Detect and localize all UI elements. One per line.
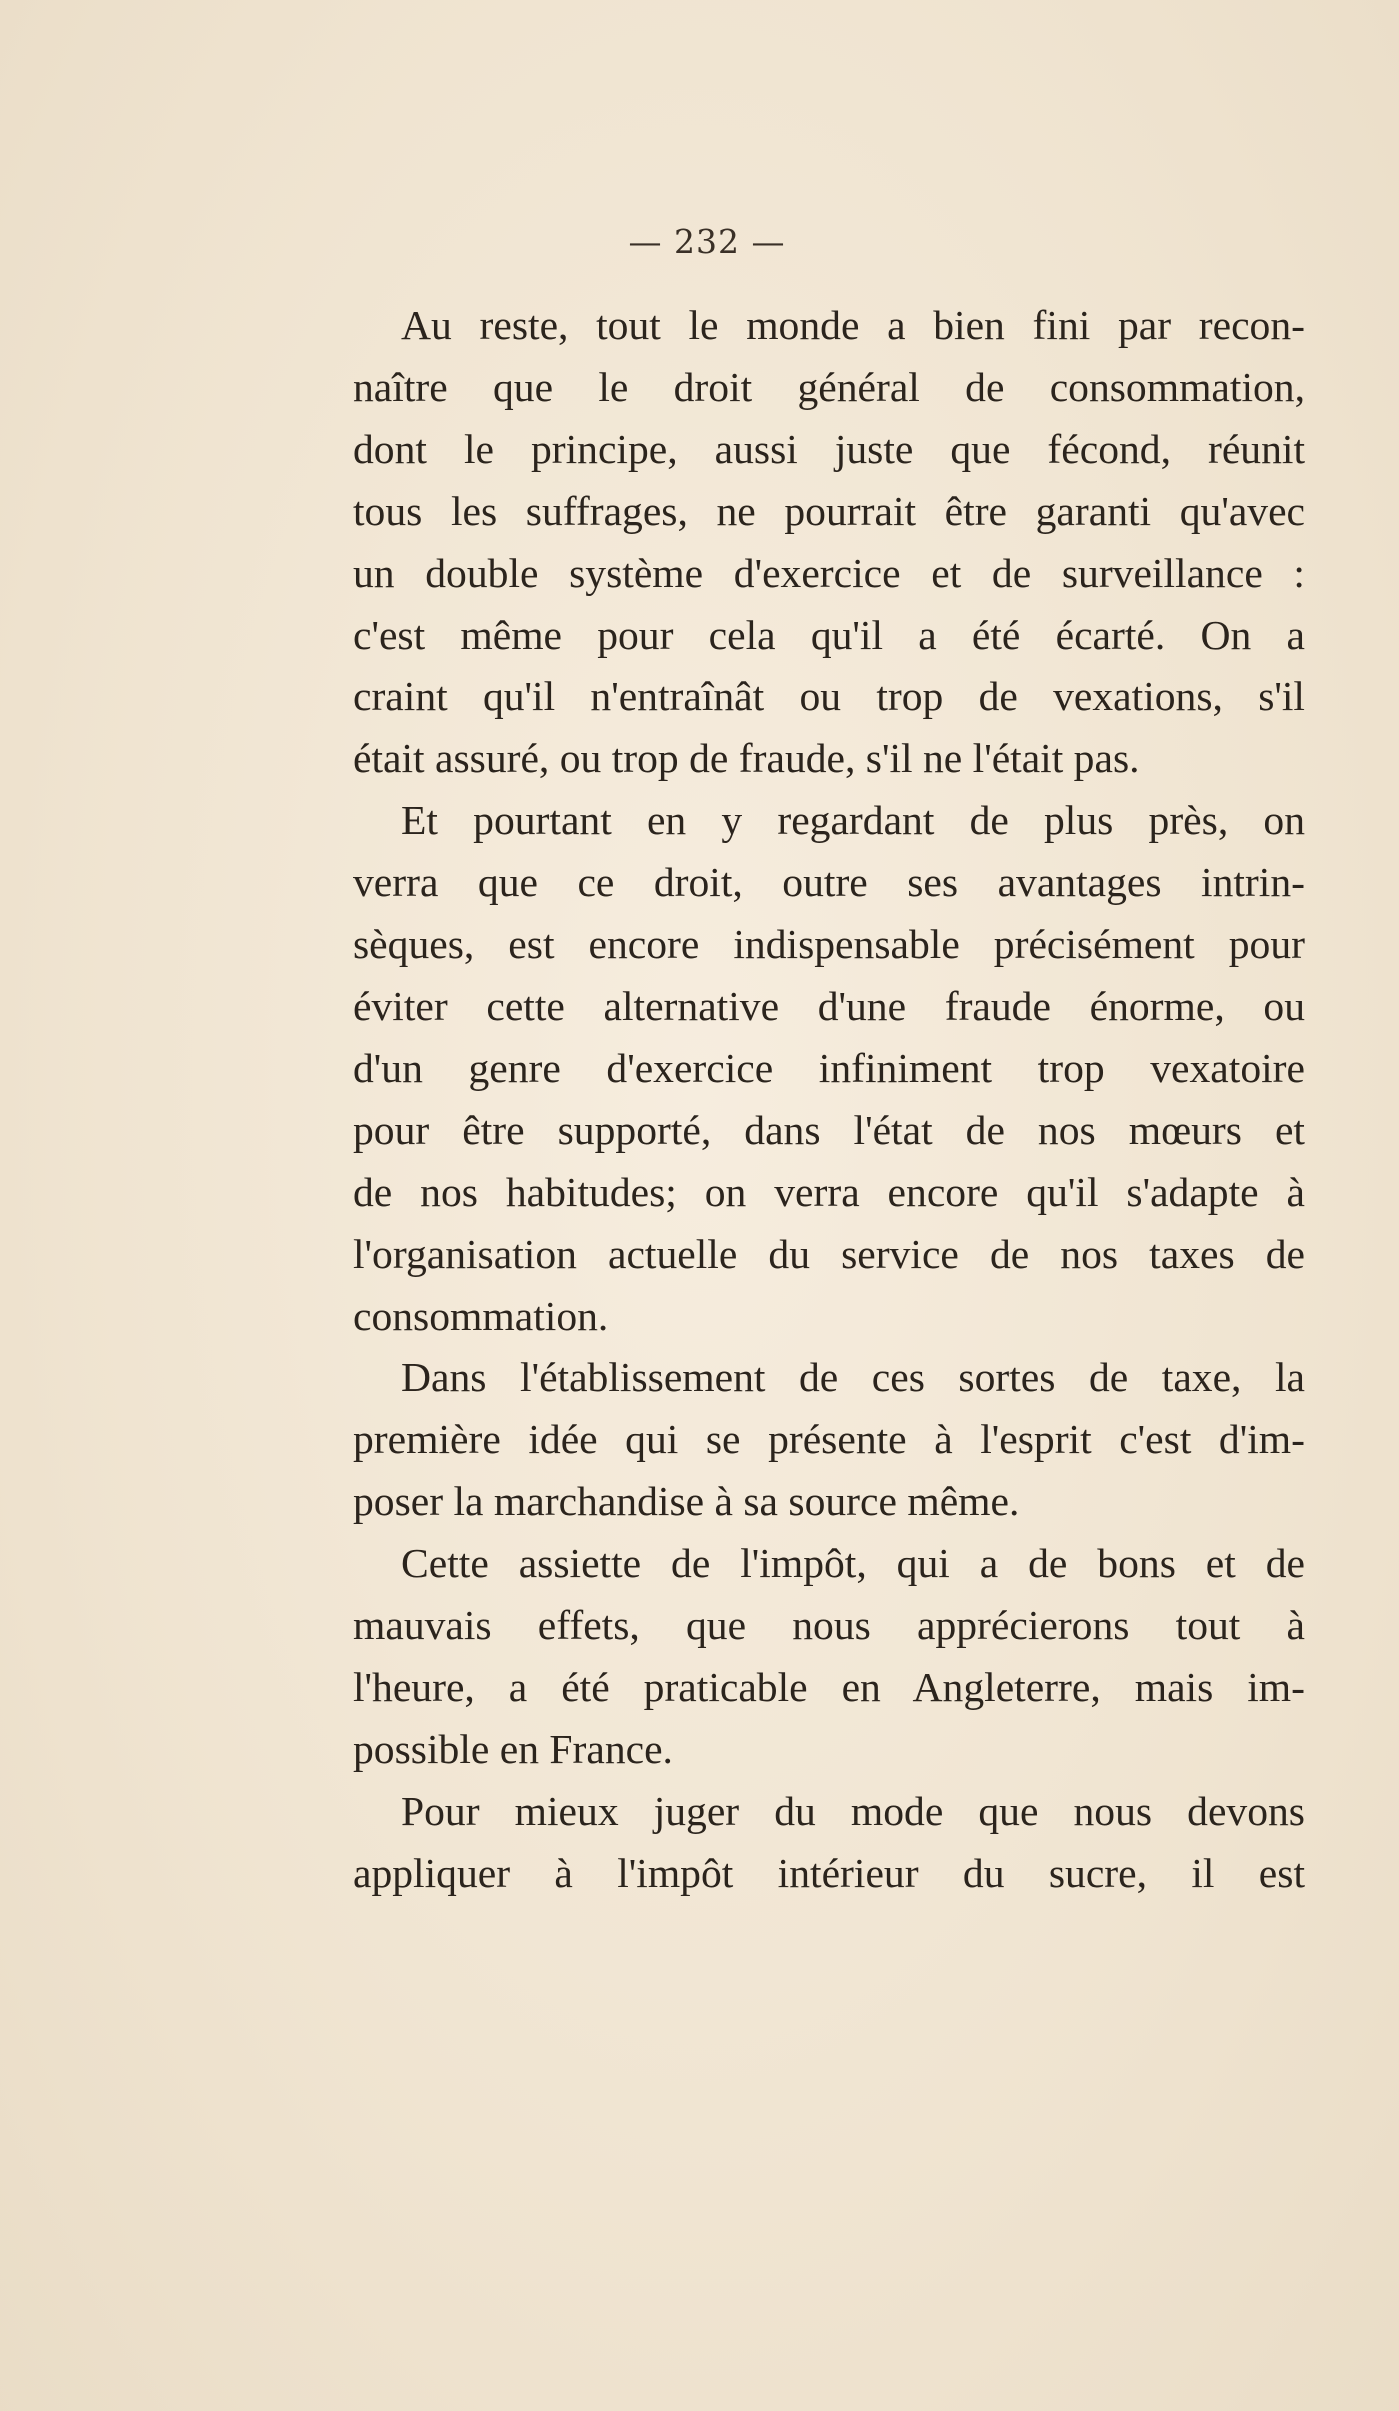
text-line: dont le principe, aussi juste que fécond, réunit [353, 425, 1305, 472]
text-line: Et pourtant en y regardant de plus près, on [401, 797, 1305, 844]
text-line: verra que ce droit, outre ses avantages intrin- [353, 859, 1305, 906]
text-line: naître que le droit général de consommation, [353, 363, 1305, 410]
text-line: l'organisation actuelle du service de nos taxes de [353, 1230, 1305, 1277]
text-line: c'est même pour cela qu'il a été écarté. On a [353, 611, 1305, 658]
page-number: — 232 — [628, 222, 786, 261]
paragraph-4 [305, 1533, 1305, 1781]
paragraph-5 [305, 1781, 1305, 1905]
paragraph-1 [305, 295, 1305, 790]
body-text [305, 295, 1305, 1905]
text-line: était assuré, ou trop de fraude, s'il ne l'était pas. [353, 735, 1140, 782]
text-line: première idée qui se présente à l'esprit c'est d'im- [353, 1416, 1305, 1463]
text-line: sèques, est encore indispensable précisément pour [353, 921, 1305, 968]
paragraph-3 [305, 1347, 1305, 1533]
text-line: un double système d'exercice et de surveillance : [353, 549, 1305, 596]
text-line: appliquer à l'impôt intérieur du sucre, il est [353, 1849, 1305, 1896]
text-line: mauvais effets, que nous apprécierons tout à [353, 1602, 1305, 1649]
paragraph-2 [305, 790, 1305, 1347]
text-line: Dans l'établissement de ces sortes de taxe, la [401, 1354, 1305, 1401]
text-line: pour être supporté, dans l'état de nos mœurs et [353, 1106, 1305, 1153]
text-line: d'un genre d'exercice infiniment trop vexatoire [353, 1044, 1305, 1091]
text-line: de nos habitudes; on verra encore qu'il s'adapte à [353, 1168, 1305, 1215]
text-line: poser la marchandise à sa source même. [353, 1478, 1020, 1525]
text-line: possible en France. [353, 1725, 673, 1772]
text-line: l'heure, a été praticable en Angleterre, mais im- [353, 1663, 1305, 1710]
text-line: Pour mieux juger du mode que nous devons [401, 1787, 1305, 1834]
text-line: éviter cette alternative d'une fraude énorme, ou [353, 982, 1305, 1029]
text-line: craint qu'il n'entraînât ou trop de vexations, s'il [353, 673, 1305, 720]
text-line: Cette assiette de l'impôt, qui a de bons et de [401, 1540, 1305, 1587]
text-line: tous les suffrages, ne pourrait être garanti qu'avec [353, 487, 1305, 534]
text-line: consommation. [353, 1292, 609, 1339]
text-line: Au reste, tout le monde a bien fini par recon- [401, 302, 1305, 348]
